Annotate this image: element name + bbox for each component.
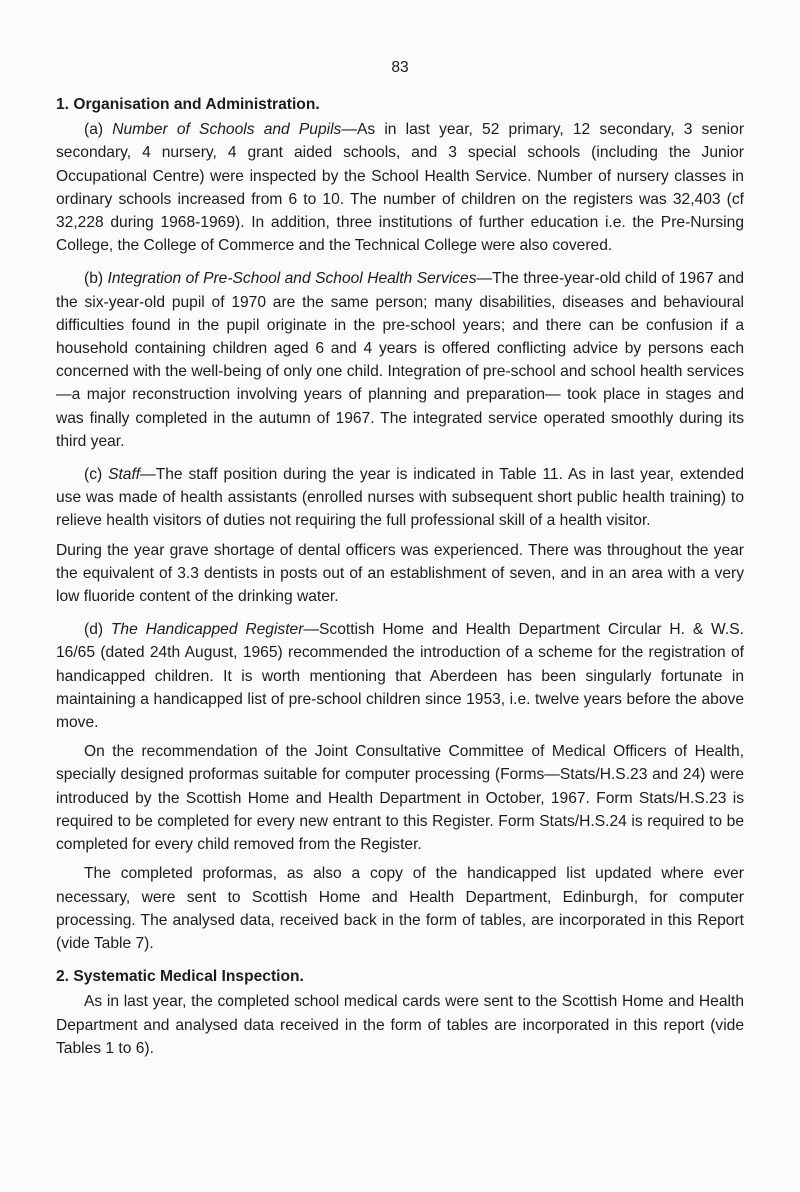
section-heading-organisation: 1. Organisation and Administration.	[56, 96, 320, 113]
page-number: 83	[391, 59, 409, 76]
paragraph-label: (d)	[84, 621, 111, 639]
paragraph-body: —Scottish Home and Health Department Circular H. & W.S. 16/65 (dated 24th August, 1965) recommended the introduction of a scheme for the registration of handicapped children. It is worth mentioning that Aberdeen has been singularly fortunate in maintaining a handicapped list of pre-school children since 1953, i.e. twelve years before the above move.	[56, 621, 744, 732]
paragraph-proformas: On the recommendation of the Joint Consultative Committee of Medical Officers of Health, specially designed proformas suitable for computer processing (Forms—Stats/H.S.23 and 24) were introduced by the Scottish Home and Health Department in October, 1967. Form Stats/H.S.23 is required to be completed for every new entrant to this Register. Form Stats/H.S.24 is required to be completed for every child removed from the Register.	[56, 743, 744, 854]
section-heading-medical-inspection: 2. Systematic Medical Inspection.	[56, 968, 304, 986]
paragraph-label: (a)	[84, 121, 113, 139]
paragraph-lead-title: Number of Schools and Pupils	[112, 121, 342, 139]
paragraph-body: —The staff position during the year is indicated in Table 11. As in last year, extended use was made of health assistants (enrolled nurses with subsequent short public health training) to relieve health visitors of duties not requiring the full professional skill of a health visitor.	[56, 466, 745, 530]
paragraph-label: (c)	[84, 466, 109, 484]
paragraph-lead-title: Integration of Pre-School and School Health Services	[107, 270, 477, 288]
paragraph-handicapped-register	[56, 618, 744, 734]
paragraph-dental-shortage: During the year grave shortage of dental officers was experienced. There was throughout the year the equivalent of 3.3 dentists in posts out of an establishment of seven, and in an area with a very low fluoride content of the drinking water.	[56, 541, 744, 606]
paragraph-integration	[56, 267, 744, 453]
paragraph-body: —The three-year-old child of 1967 and the six-year-old pupil of 1970 are the same person; many disabilities, diseases and behavioural difficulties found in the pupil originate in the pre-school years; and there can be confusion if a household containing children aged 6 and 4 years is offered conflicting advice by persons each concerned with the well-being of only one child. Integration of pre-school and school health services—a major reconstruction involving years of planning and preparation— took place in stages and was finally completed in the autumn of 1967. The integrated service operated smoothly during its third year.	[56, 270, 745, 450]
paragraph-lead-title: The Handicapped Register	[110, 621, 304, 639]
paragraph-computer-processing: The completed proformas, as also a copy of the handicapped list updated where ever necessary, were sent to Scottish Home and Health Department, Edinburgh, for computer processing. The analysed data, received back in the form of tables, are incorporated in this Report (vide Table 7).	[56, 865, 744, 952]
paragraph-body: —As in last year, 52 primary, 12 secondary, 3 senior secondary, 4 nursery, 4 grant aided schools, and 3 special schools (including the Junior Occupational Centre) were inspected by the School Health Service. Number of nursery classes in ordinary schools increased from 6 to 10. The number of children on the registers was 32,403 (cf 32,228 during 1968-1969). In addition, three institutions of further education i.e. the Pre-Nursing College, the College of Commerce and the Technical College were also covered.	[56, 121, 745, 255]
paragraph-medical-cards: As in last year, the completed school medical cards were sent to the Scottish Home and Health Department and analysed data received in the form of tables are incorporated in this report (vide Tables 1 to 6).	[56, 993, 744, 1057]
paragraph-lead-title: Staff	[108, 466, 141, 484]
page-content	[56, 93, 744, 1070]
paragraph-number-of-schools	[56, 118, 744, 257]
paragraph-staff	[56, 463, 744, 533]
paragraph-label: (b)	[84, 270, 108, 288]
